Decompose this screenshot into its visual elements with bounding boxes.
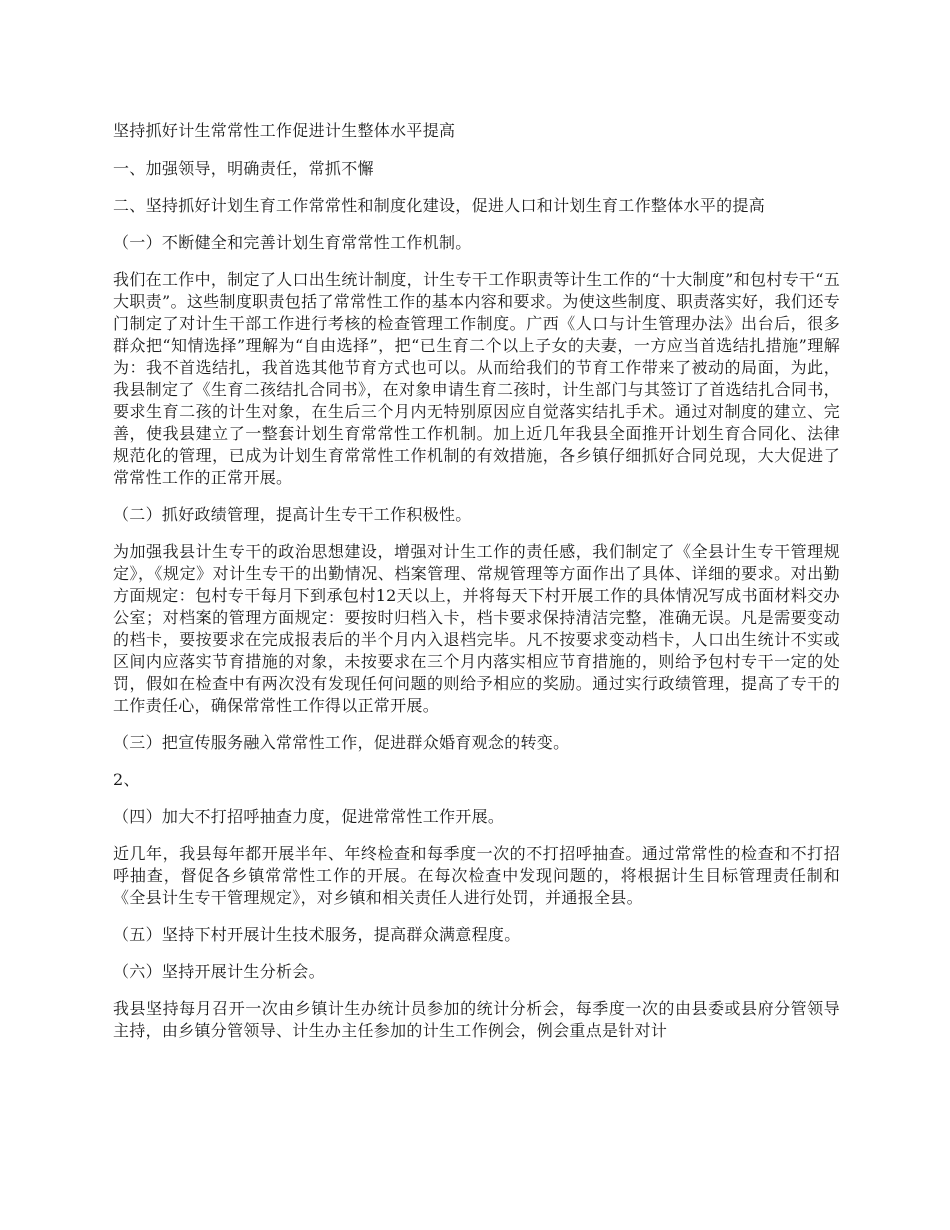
subsection-heading-4: （四）加大不打招呼抽查力度，促进常常性工作开展。	[113, 807, 505, 826]
subsection-heading-2: （二）抓好政绩管理，提高计生专干工作积极性。	[113, 505, 472, 524]
body-paragraph: 为加强我县计生专干的政治思想建设，增强对计生工作的责任感，我们制定了《全县计生专干管理规定》，《规定》对计生专干的出勤情况、档案管理、常规管理等方面作出了具体、详细的要求。对出勤方面规定：包村专干每月下到承包村12天以上，并将每天下村开展工作的具体情况写成书面材料交办公室；对档案的管理方面规定：要按时归档入卡，档卡要求保持清洁完整，准确无误。凡是需要变动的档卡，要按要求在完成报表后的半个月内入退档完毕。凡不按要求变动档卡，人口出生统计不实或区间内应落实节育措施的对象，未按要求在三个月内落实相应节育措施的，则给予包村专干一定的处罚，假如在检查中有两次没有发现任何问题的则给予相应的奖励。通过实行政绩管理，提高了专干的工作责任心，确保常常性工作得以正常开展。	[113, 542, 840, 715]
body-paragraph: 近几年，我县每年都开展半年、年终检查和每季度一次的不打招呼抽查。通过常常性的检查和不打招呼抽查，督促各乡镇常常性工作的开展。在每次检查中发现问题的，将根据计生目标管理责任制和《全县计生专干管理规定》，对乡镇和相关责任人进行处罚，并通报全县。	[113, 844, 840, 907]
subsection-heading-6: （六）坚持开展计生分析会。	[113, 962, 325, 981]
subsection-heading-1: （一）不断健全和完善计划生育常常性工作机制。	[113, 233, 472, 252]
section-heading-1: 一、加强领导，明确责任，常抓不懈	[113, 159, 374, 178]
body-paragraph: 我们在工作中，制定了人口出生统计制度，计生专干工作职责等计生工作的“十大制度”和包村专干“五大职责”。这些制度职责包括了常常性工作的基本内容和要求。为使这些制度、职责落实好，我们还专门制定了对计生干部工作进行考核的检查管理工作制度。广西《人口与计生管理办法》出台后，很多群众把“知情选择”理解为“自由选择”，把“已生育二个以上子女的夫妻，一方应当首选结扎措施”理解为：我不首选结扎，我首选其他节育方式也可以。从而给我们的节育工作带来了被动的局面，为此，我县制定了《生育二孩结扎合同书》，在对象申请生育二孩时，计生部门与其签订了首选结扎合同书，要求生育二孩的计生对象，在生后三个月内无特别原因应自觉落实结扎手术。通过对制度的建立、完善，使我县建立了一整套计划生育常常性工作机制。加上近几年我县全面推开计划生育合同化、法律规范化的管理，已成为计划生育常常性工作机制的有效措施，各乡镇仔细抓好合同兑现，大大促进了常常性工作的正常开展。	[113, 270, 840, 487]
body-paragraph: 我县坚持每月召开一次由乡镇计生办统计员参加的统计分析会，每季度一次的由县委或县府分管领导主持，由乡镇分管领导、计生办主任参加的计生工作例会，例会重点是针对计	[113, 999, 840, 1040]
document-title: 坚持抓好计生常常性工作促进计生整体水平提高	[113, 121, 456, 140]
subsection-heading-3: （三）把宣传服务融入常常性工作，促进群众婚育观念的转变。	[113, 733, 570, 752]
subsection-heading-5: （五）坚持下村开展计生技术服务，提高群众满意程度。	[113, 925, 521, 944]
document-page	[113, 120, 840, 1057]
list-marker: 2、	[113, 770, 140, 789]
section-heading-2: 二、坚持抓好计划生育工作常常性和制度化建设，促进人口和计划生育工作整体水平的提高	[113, 196, 766, 215]
